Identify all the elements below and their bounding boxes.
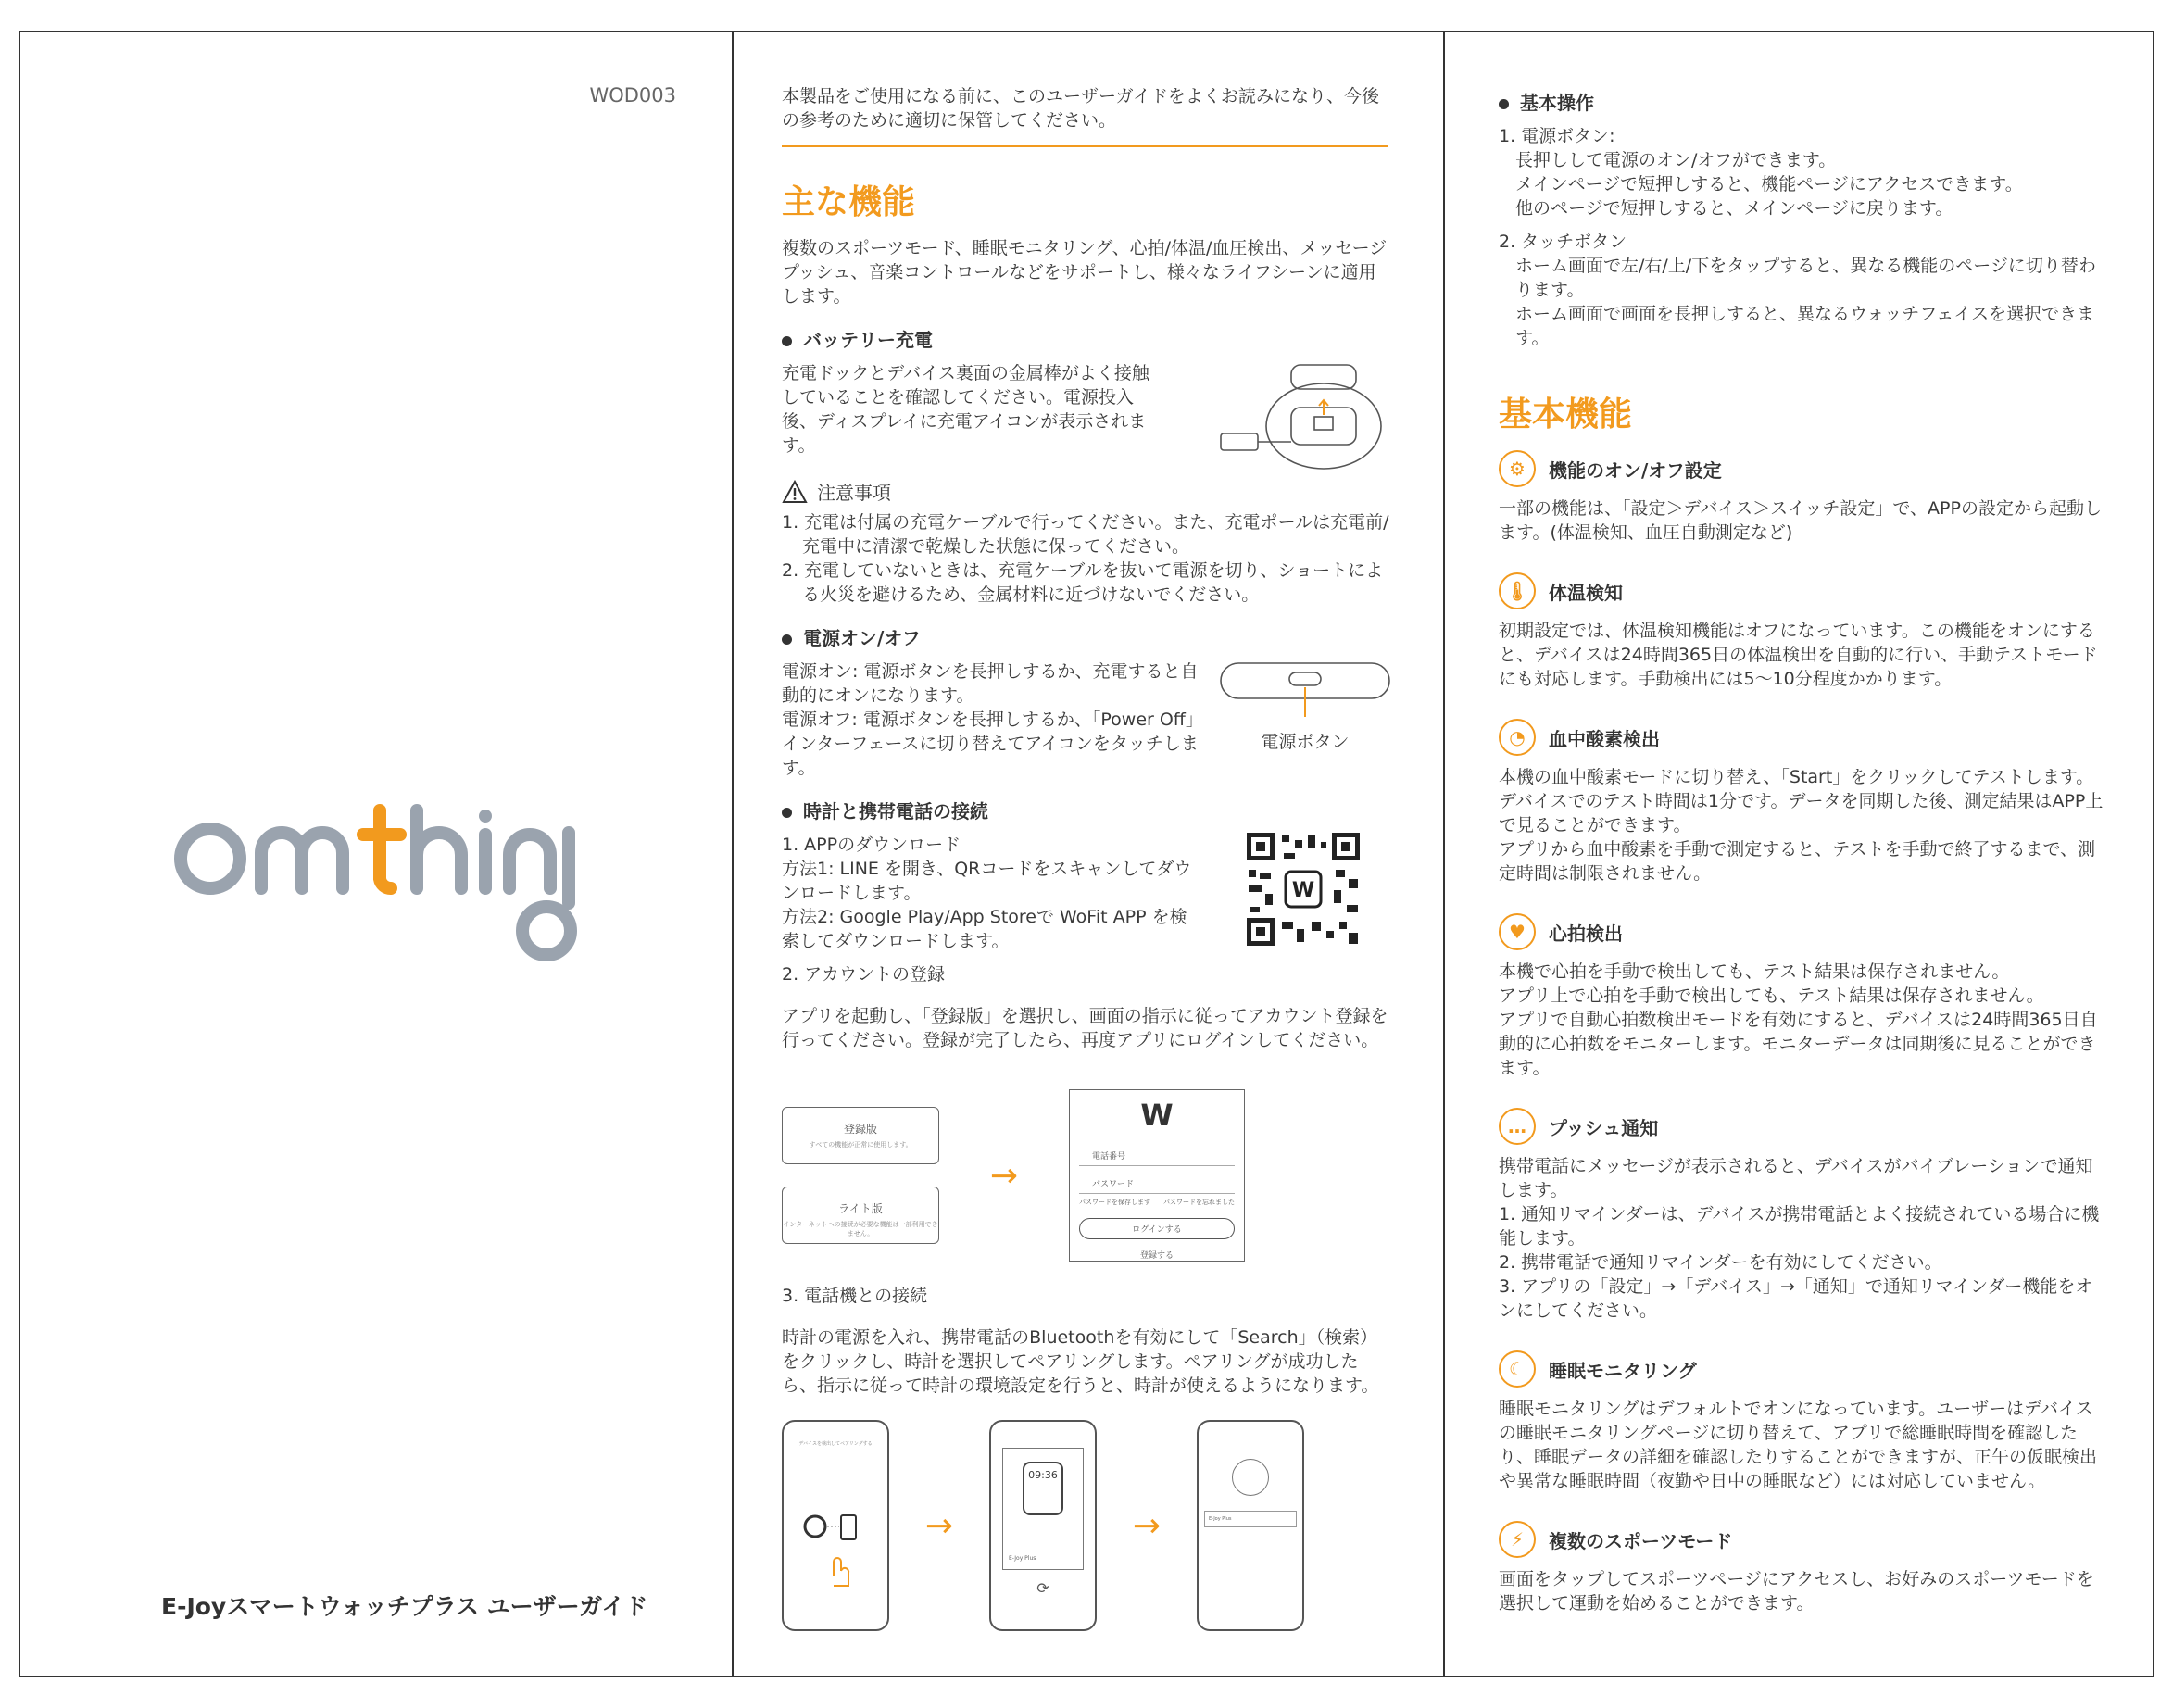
moon-icon: ☾ <box>1499 1350 1536 1388</box>
brand-name: omthing <box>169 966 173 967</box>
runner-icon: ⚡ <box>1499 1521 1536 1558</box>
intro-text: 本製品をご使用になる前に、このユーザーガイドをよくお読みになり、今後の参考のために適切に保管してください。 <box>782 84 1388 147</box>
battery-text: 充電ドックとデバイス裏面の金属棒がよく接触していることを確認してください。電源投入後、ディスプレイに充電アイコンが表示されます。 <box>782 363 1149 456</box>
message-icon: … <box>1499 1108 1536 1145</box>
login-screen <box>1069 1089 1245 1262</box>
list-item: ホーム画面で左/右/上/下をタップすると、異なる機能のページに切り替わります。 <box>1515 256 2096 300</box>
function-heading: ☾ 睡眠モニタリング <box>1499 1350 2108 1388</box>
list-item: メインページで短押しすると、機能ページにアクセスできます。 <box>1515 174 2023 195</box>
guide-title: E-Joyスマートウォッチプラス ユーザーガイド <box>161 1593 648 1620</box>
oxygen-icon: ◔ <box>1499 719 1536 756</box>
arrow-right-icon: → <box>1132 1506 1162 1545</box>
gear-icon: ⚙ <box>1499 450 1536 487</box>
function-heading: ♥ 心拍検出 <box>1499 913 2108 950</box>
refresh-icon[interactable]: ⟳ <box>1036 1579 1049 1597</box>
basic-ops-heading: 基本操作 <box>1499 88 2108 115</box>
arrow-right-icon: → <box>924 1506 954 1545</box>
function-text: 本機で心拍を手動で検出しても、テスト結果は保存されません。 アプリ上で心拍を手動で検出しても、テスト結果は保存されません。 アプリで自動心拍数検出モードを有効にすると、デバイスは24時間365日自動的に心拍数をモニターします。モニターデータは同期後に見ることができます。 <box>1499 961 2098 1078</box>
lite-version-card[interactable]: ライト版 インターネットへの接続が必要な機能は一部利用できません。 <box>782 1187 939 1244</box>
list-item: 1. 充電は付属の充電ケーブルで行ってください。また、充電ポールは充電前/充電中に清潔で乾燥した状態に保ってください。 <box>782 512 1389 557</box>
phone-pairing-screen: デバイスを検出してペアリングする <box>782 1420 889 1631</box>
heart-icon: ♥ <box>1499 913 1536 950</box>
step3-title: 3. 電話機との接続 <box>782 1286 928 1306</box>
connect-heading: 時計と携帯電話の接続 <box>782 797 1393 823</box>
forgot-link[interactable]: パスワードを忘れました <box>1162 1199 1235 1206</box>
function-heading: ◔ 血中酸素検出 <box>1499 719 2108 756</box>
touch-button-title: 2. タッチボタン <box>1499 232 1627 252</box>
watch-face: 09:36 <box>1023 1462 1063 1515</box>
right-panel <box>1445 32 2153 1676</box>
register-version-card[interactable]: 登録版 すべての機能が正常に使用します。 <box>782 1107 939 1164</box>
function-heading: ⚙ 機能のオン/オフ設定 <box>1499 450 2108 487</box>
login-button[interactable]: ログインする <box>1079 1218 1235 1239</box>
step1-method1: 方法1: LINE を開き、QRコードをスキャンしてダウンロードします。 <box>782 859 1192 903</box>
cover-panel <box>20 32 732 1676</box>
qr-code[interactable] <box>1247 833 1360 946</box>
list-item: 2. 充電していないときは、充電ケーブルを抜いて電源を切り、ショートによる火災を避けるため、金属材料に近づけないでください。 <box>782 560 1384 605</box>
step3-text: 時計の電源を入れ、携帯電話のBluetoothを有効にして「Search」（検索）をクリックし、時計を選択してペアリングします。ペアリングが成功したら、指示に従って時計の環境設定を行うと、時計が使えるようになります。 <box>782 1327 1379 1396</box>
function-text: 本機の血中酸素モードに切り替え、「Start」をクリックしてテストします。デバイスでのテスト時間は1分です。データを同期した後、測定結果はAPP上で見ることができます。 アプリから血中酸素を手動で測定すると、テストを手動で終了するまで、測定時間は制限されません。 <box>1499 767 2104 884</box>
notice-heading: 注意事項 <box>782 478 1393 505</box>
arrow-right-icon: → <box>989 1156 1019 1195</box>
pairing-illustration <box>784 1447 887 1595</box>
list-item: ホーム画面で画面を長押しすると、異なるウォッチフェイスを選択できます。 <box>1515 304 2095 348</box>
function-text: 睡眠モニタリングはデフォルトでオンになっています。ユーザーはデバイスの睡眠モニタリングページに切り替えて、アプリで総睡眠時間を確認したり、睡眠データの詳細を確認したりすることができますが、正午の仮眠検出や異常な睡眠時間（夜勤や日中の睡眠など）には対応していません。 <box>1499 1399 2098 1491</box>
list-item: 他のページで短押しすると、メインページに戻ります。 <box>1515 198 1953 219</box>
charging-illustration <box>1217 361 1393 472</box>
omthing-logo <box>169 773 604 968</box>
step2-title: 2. アカウントの登録 <box>782 964 945 985</box>
function-text: 一部の機能は、「設定＞デバイス＞スイッチ設定」で、APPの設定から起動します。(体温検知、血圧自動測定など) <box>1499 498 2102 543</box>
warning-icon <box>782 480 808 504</box>
power-button-label: 電源ボタン <box>1261 732 1350 752</box>
thermometer-icon: 🌡 <box>1499 572 1536 609</box>
phone-connected-screen: E-Joy Plus <box>1197 1420 1304 1631</box>
main-features-text: 複数のスポーツモード、睡眠モニタリング、心拍/体温/血圧検出、メッセージプッシュ、音楽コントロールなどをサポートし、様々なライフシーンに適用します。 <box>782 238 1388 307</box>
phone-field[interactable]: 電話番号 <box>1079 1146 1235 1166</box>
main-features-heading: 主な機能 <box>782 183 916 221</box>
function-heading: 🌡 体温検知 <box>1499 572 2108 609</box>
password-field[interactable]: パスワード <box>1079 1174 1235 1194</box>
battery-heading: バッテリー充電 <box>782 325 1393 352</box>
model-code: WOD003 <box>589 84 676 107</box>
remember-checkbox[interactable]: パスワードを保存します <box>1078 1199 1150 1206</box>
power-heading: 電源オン/オフ <box>782 623 1393 650</box>
power-button-title: 1. 電源ボタン: <box>1499 126 1615 146</box>
step1-method2: 方法2: Google Play/App Storeで WoFit APP を検索してダウンロードします。 <box>782 907 1187 951</box>
battery-notes <box>782 510 1393 607</box>
list-item: 長押しして電源のオン/オフができます。 <box>1515 150 1837 170</box>
function-heading: ⚡ 複数のスポーツモード <box>1499 1521 2108 1558</box>
function-text: 初期設定では、体温検知機能はオフになっています。この機能をオンにすると、デバイスは24時間365日の体温検出を自動的に行い、手動テストモードにも対応します。手動検出には5〜10分程度かかります。 <box>1499 621 2098 689</box>
middle-panel <box>734 32 1443 1676</box>
app-logo: W <box>1140 1098 1174 1133</box>
function-text: 携帯電話にメッセージが表示されると、デバイスがバイブレーションで通知します。 1. 通知リマインダーは、デバイスが携帯電話とよく接続されている場合に機能します。 2. 携帯電話で通知リマインダーを有効にしてください。 3. アプリの「設定」→「デバイス」→「通知」で通知リマインダー機能をオンにしてください。 <box>1499 1156 2100 1321</box>
power-button-illustration <box>1217 659 1393 724</box>
basic-functions-heading: 基本機能 <box>1499 396 1633 433</box>
phone-watch-screen: 09:36 E-Joy Plus ⟳ <box>989 1420 1097 1631</box>
svg-text:W: W <box>1291 879 1315 902</box>
power-on-text: 電源オン: 電源ボタンを長押しするか、充電すると自動的にオンになります。 <box>782 661 1199 706</box>
function-sections <box>1499 450 2108 1615</box>
step1-title: 1. APPのダウンロード <box>782 835 961 855</box>
function-text: 画面をタップしてスポーツページにアクセスし、お好みのスポーツモードを選択して運動を始めることができます。 <box>1499 1569 2094 1614</box>
power-off-text: 電源オフ: 電源ボタンを長押しするか、「Power Off」インターフェースに切り替えてアイコンをタッチします。 <box>782 710 1199 778</box>
function-heading: … プッシュ通知 <box>1499 1108 2108 1145</box>
step2-text: アプリを起動し、「登録版」を選択し、画面の指示に従ってアカウント登録を行ってください。登録が完了したら、再度アプリにログインしてください。 <box>782 1006 1388 1050</box>
register-link[interactable]: 登録する <box>1139 1251 1174 1261</box>
